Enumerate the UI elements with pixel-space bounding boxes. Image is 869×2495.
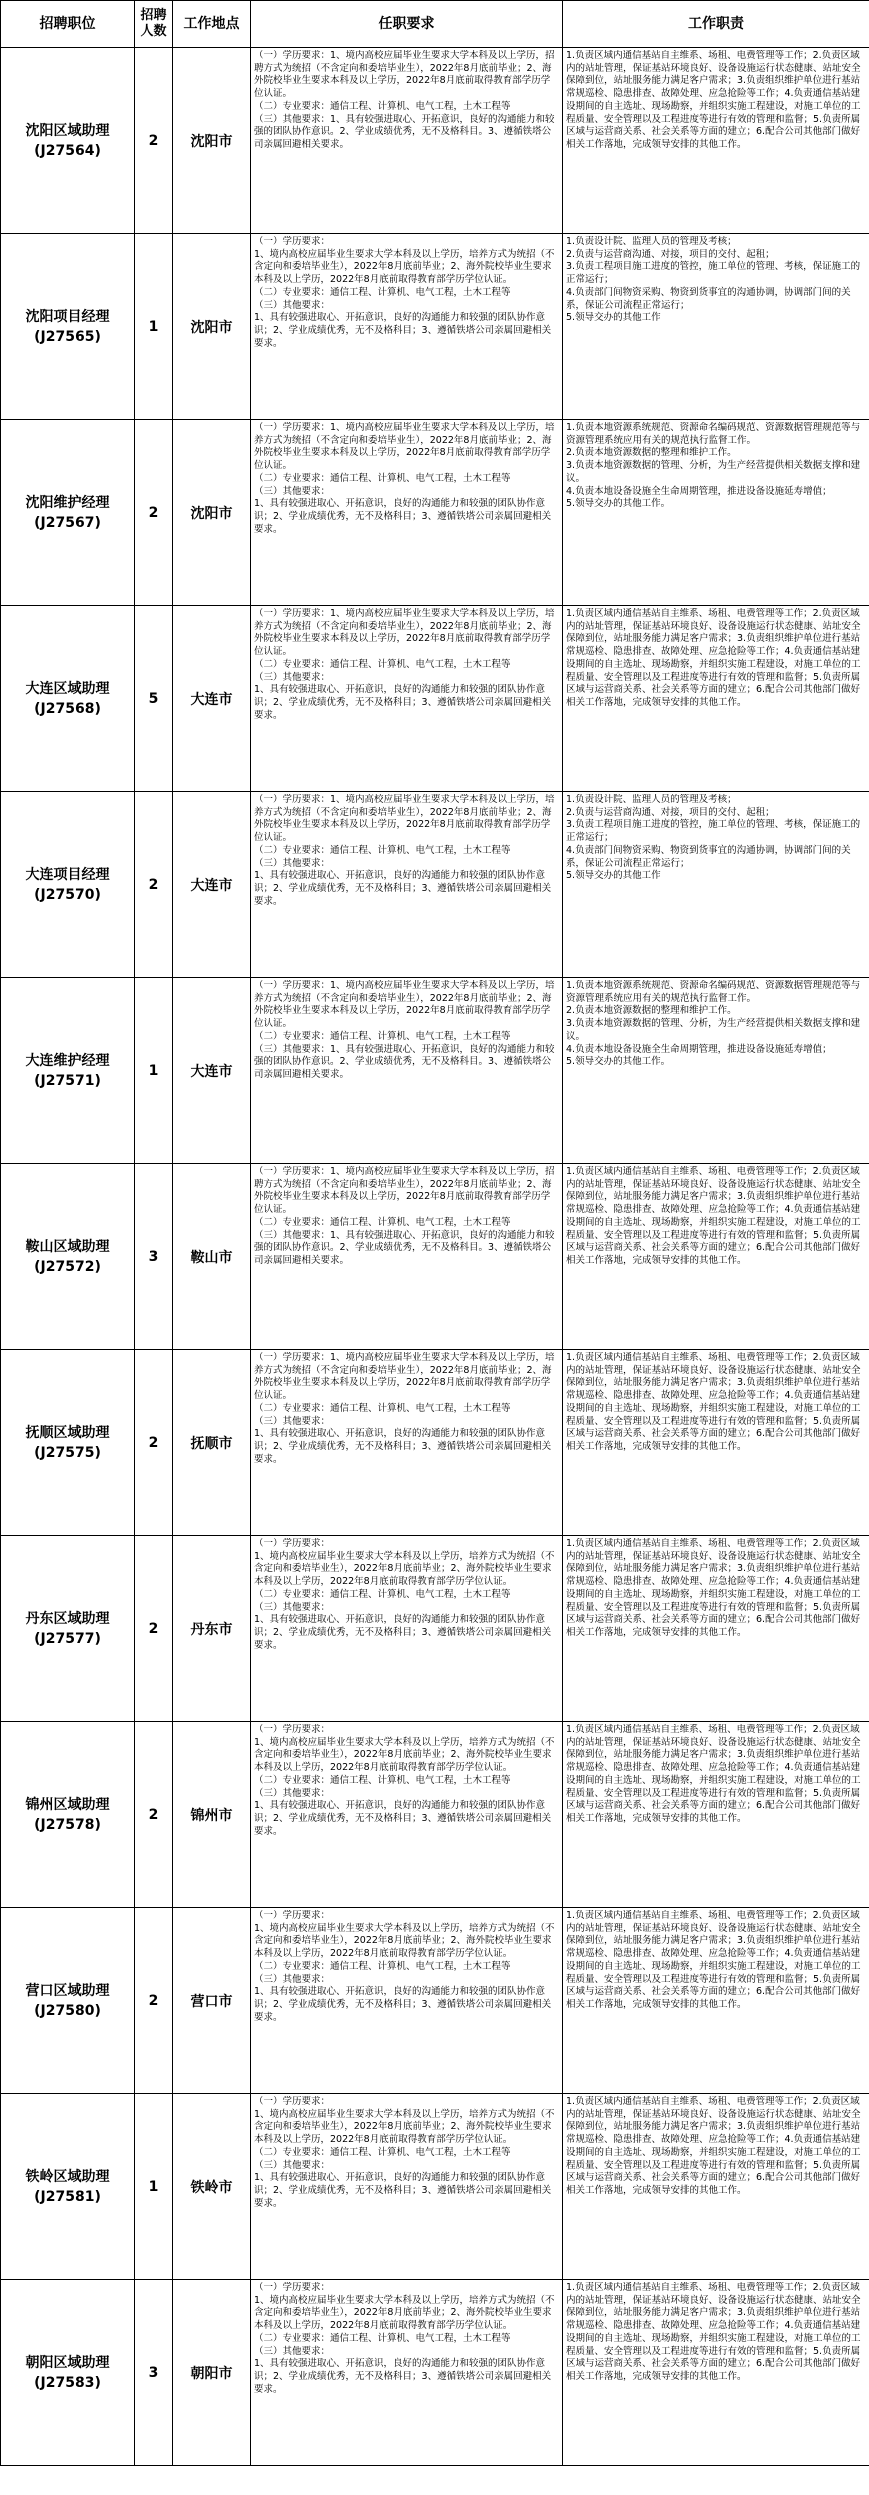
requirements-text: （一）学历要求：1、境内高校应届毕业生要求大学本科及以上学历，培养方式为统招（不含定向和委培毕业生），2022年8月底前毕业；2、海外院校毕业生要求本科及以上学历，2022年8月底前取得教育部学历学位认证。 （二）专业要求：通信工程、计算机、电气工程，土木工程等 （三）其他要求： 1、具有较强进取心、开拓意识，良好的沟通能力和较强的团队协作意识；2、学业成绩优秀，无不及格科目；3、遵循铁塔公司亲属回避相关要求。 xyxy=(254,794,555,907)
position-name: 丹东区域助理 xyxy=(25,1610,110,1627)
duties-text: 1.负责区域内通信基站自主维系、场租、电费管理等工作；2.负责区域内的站址管理，保证基站环境良好、设备设施运行状态健康、站址安全保障到位，站址服务能力满足客户需求；3.负责组织维护单位进行基站常规巡检、隐患排查、故障处理、应急抢险等工作；4.负责通信基站建设期间的自主选址、现场勘察，并组织实施工程建设，对施工单位的工程质量、安全管理以及工程进度等进行有效的管理和监督；5.负责所属区域与运营商关系、社会关系等方面的建立；6.配合公司其他部门做好相关工作落地，完成领导安排的其他工作。 xyxy=(566,1538,861,1638)
headcount-cell: 2 xyxy=(135,792,173,978)
header-requirements: 任职要求 xyxy=(251,1,563,48)
duties-cell xyxy=(563,48,869,234)
table-row xyxy=(1,978,869,1164)
duties-cell xyxy=(563,1722,869,1908)
header-duties: 工作职责 xyxy=(563,1,869,48)
position-cell xyxy=(1,1350,135,1536)
requirements-text: （一）学历要求： 1、境内高校应届毕业生要求大学本科及以上学历，培养方式为统招（不含定向和委培毕业生），2022年8月底前毕业；2、海外院校毕业生要求本科及以上学历，2022年8月底前取得教育部学历学位认证。 （二）专业要求：通信工程、计算机、电气工程，土木工程等 （三）其他要求： 1、具有较强进取心、开拓意识，良好的沟通能力和较强的团队协作意识；2、学业成绩优秀，无不及格科目；3、遵循铁塔公司亲属回避相关要求。 xyxy=(254,1910,555,2023)
table-row xyxy=(1,1722,869,1908)
duties-text: 1.负责设计院、监理人员的管理及考核； 2.负责与运营商沟通、对接，项目的交付、起租； 3.负责工程项目施工进度的管控，施工单位的管理、考核，保证施工的正常运行； 4.负责部门间物资采购、物资到货事宜的沟通协调，协调部门间的关系，保证公司流程正常运行； 5.领导交办的其他工作 xyxy=(566,794,861,882)
requirements-text: （一）学历要求：1、境内高校应届毕业生要求大学本科及以上学历，招聘方式为统招（不含定向和委培毕业生），2022年8月底前毕业；2、海外院校毕业生要求本科及以上学历，2022年8月底前取得教育部学历学位认证。 （二）专业要求：通信工程、计算机、电气工程，土木工程等 （三）其他要求：1、具有较强进取心、开拓意识，良好的沟通能力和较强的团队协作意识。2、学业成绩优秀，无不及格科目。3、遵循铁塔公司亲属回避相关要求。 xyxy=(254,50,555,150)
position-code: (J27581) xyxy=(34,2188,101,2205)
table-row xyxy=(1,234,869,420)
requirements-cell xyxy=(251,792,563,978)
requirements-cell xyxy=(251,1722,563,1908)
headcount-cell: 2 xyxy=(135,420,173,606)
requirements-cell xyxy=(251,2280,563,2466)
table-row xyxy=(1,2094,869,2280)
duties-cell xyxy=(563,2280,869,2466)
location-cell: 大连市 xyxy=(173,792,251,978)
duties-text: 1.负责区域内通信基站自主维系、场租、电费管理等工作；2.负责区域内的站址管理，保证基站环境良好、设备设施运行状态健康、站址安全保障到位，站址服务能力满足客户需求；3.负责组织维护单位进行基站常规巡检、隐患排查、故障处理、应急抢险等工作；4.负责通信基站建设期间的自主选址、现场勘察，并组织实施工程建设，对施工单位的工程质量、安全管理以及工程进度等进行有效的管理和监督；5.负责所属区域与运营商关系、社会关系等方面的建立；6.配合公司其他部门做好相关工作落地，完成领导安排的其他工作。 xyxy=(566,608,861,708)
duties-text: 1.负责设计院、监理人员的管理及考核； 2.负责与运营商沟通、对接，项目的交付、起租； 3.负责工程项目施工进度的管控，施工单位的管理、考核，保证施工的正常运行； 4.负责部门间物资采购、物资到货事宜的沟通协调，协调部门间的关系，保证公司流程正常运行； 5.领导交办的其他工作 xyxy=(566,236,861,324)
position-code: (J27578) xyxy=(34,1816,101,1833)
headcount-cell: 2 xyxy=(135,1908,173,2094)
duties-cell xyxy=(563,2094,869,2280)
duties-cell xyxy=(563,1350,869,1536)
position-name: 营口区域助理 xyxy=(25,1982,110,1999)
position-cell xyxy=(1,1722,135,1908)
table-row xyxy=(1,420,869,606)
location-cell: 锦州市 xyxy=(173,1722,251,1908)
location-cell: 丹东市 xyxy=(173,1536,251,1722)
headcount-cell: 1 xyxy=(135,978,173,1164)
duties-cell xyxy=(563,978,869,1164)
duties-cell xyxy=(563,1908,869,2094)
duties-cell xyxy=(563,1164,869,1350)
position-cell xyxy=(1,2094,135,2280)
requirements-text: （一）学历要求： 1、境内高校应届毕业生要求大学本科及以上学历，培养方式为统招（不含定向和委培毕业生），2022年8月底前毕业；2、海外院校毕业生要求本科及以上学历，2022年8月底前取得教育部学历学位认证。 （二）专业要求：通信工程、计算机、电气工程，土木工程等 （三）其他要求： 1、具有较强进取心、开拓意识，良好的沟通能力和较强的团队协作意识；2、学业成绩优秀，无不及格科目；3、遵循铁塔公司亲属回避相关要求。 xyxy=(254,1724,555,1837)
requirements-cell xyxy=(251,2094,563,2280)
requirements-text: （一）学历要求： 1、境内高校应届毕业生要求大学本科及以上学历，培养方式为统招（不含定向和委培毕业生），2022年8月底前毕业；2、海外院校毕业生要求本科及以上学历，2022年8月底前取得教育部学历学位认证。 （二）专业要求：通信工程、计算机、电气工程，土木工程等 （三）其他要求： 1、具有较强进取心、开拓意识，良好的沟通能力和较强的团队协作意识；2、学业成绩优秀，无不及格科目；3、遵循铁塔公司亲属回避相关要求。 xyxy=(254,2282,555,2395)
position-code: (J27567) xyxy=(34,514,101,531)
duties-text: 1.负责区域内通信基站自主维系、场租、电费管理等工作；2.负责区域内的站址管理，保证基站环境良好、设备设施运行状态健康、站址安全保障到位，站址服务能力满足客户需求；3.负责组织维护单位进行基站常规巡检、隐患排查、故障处理、应急抢险等工作；4.负责通信基站建设期间的自主选址、现场勘察，并组织实施工程建设，对施工单位的工程质量、安全管理以及工程进度等进行有效的管理和监督；5.负责所属区域与运营商关系、社会关系等方面的建立；6.配合公司其他部门做好相关工作落地，完成领导安排的其他工作。 xyxy=(566,1352,861,1452)
requirements-text: （一）学历要求： 1、境内高校应届毕业生要求大学本科及以上学历，培养方式为统招（不含定向和委培毕业生），2022年8月底前毕业；2、海外院校毕业生要求本科及以上学历，2022年8月底前取得教育部学历学位认证。 （二）专业要求：通信工程、计算机、电气工程，土木工程等 （三）其他要求： 1、具有较强进取心、开拓意识，良好的沟通能力和较强的团队协作意识；2、学业成绩优秀，无不及格科目；3、遵循铁塔公司亲属回避相关要求。 xyxy=(254,1538,555,1651)
duties-text: 1.负责区域内通信基站自主维系、场租、电费管理等工作；2.负责区域内的站址管理，保证基站环境良好、设备设施运行状态健康、站址安全保障到位，站址服务能力满足客户需求；3.负责组织维护单位进行基站常规巡检、隐患排查、故障处理、应急抢险等工作；4.负责通信基站建设期间的自主选址、现场勘察，并组织实施工程建设，对施工单位的工程质量、安全管理以及工程进度等进行有效的管理和监督；5.负责所属区域与运营商关系、社会关系等方面的建立；6.配合公司其他部门做好相关工作落地，完成领导安排的其他工作。 xyxy=(566,1724,861,1824)
position-code: (J27583) xyxy=(34,2374,101,2391)
position-name: 大连区域助理 xyxy=(25,680,110,697)
headcount-cell: 2 xyxy=(135,1350,173,1536)
position-code: (J27577) xyxy=(34,1630,101,1647)
headcount-cell: 2 xyxy=(135,1536,173,1722)
header-count xyxy=(135,1,173,48)
location-cell: 沈阳市 xyxy=(173,234,251,420)
position-cell xyxy=(1,792,135,978)
duties-cell xyxy=(563,234,869,420)
position-name: 抚顺区域助理 xyxy=(25,1424,110,1441)
position-name: 铁岭区域助理 xyxy=(25,2168,110,2185)
table-row xyxy=(1,2280,869,2466)
table-row xyxy=(1,792,869,978)
table-row xyxy=(1,1536,869,1722)
location-cell: 抚顺市 xyxy=(173,1350,251,1536)
headcount-cell: 3 xyxy=(135,2280,173,2466)
requirements-cell xyxy=(251,606,563,792)
headcount-cell: 1 xyxy=(135,2094,173,2280)
position-cell xyxy=(1,2280,135,2466)
requirements-text: （一）学历要求：1、境内高校应届毕业生要求大学本科及以上学历，培养方式为统招（不含定向和委培毕业生），2022年8月底前毕业；2、海外院校毕业生要求本科及以上学历，2022年8月底前取得教育部学历学位认证。 （二）专业要求：通信工程、计算机、电气工程，土木工程等 （三）其他要求： 1、具有较强进取心、开拓意识，良好的沟通能力和较强的团队协作意识；2、学业成绩优秀，无不及格科目；3、遵循铁塔公司亲属回避相关要求。 xyxy=(254,422,555,535)
position-cell xyxy=(1,1536,135,1722)
position-name: 沈阳维护经理 xyxy=(25,494,110,511)
position-cell xyxy=(1,606,135,792)
position-code: (J27568) xyxy=(34,700,101,717)
duties-cell xyxy=(563,606,869,792)
requirements-cell xyxy=(251,1908,563,2094)
requirements-text: （一）学历要求： 1、境内高校应届毕业生要求大学本科及以上学历，培养方式为统招（不含定向和委培毕业生），2022年8月底前毕业；2、海外院校毕业生要求本科及以上学历，2022年8月底前取得教育部学历学位认证。 （二）专业要求：通信工程、计算机、电气工程，土木工程等 （三）其他要求： 1、具有较强进取心、开拓意识，良好的沟通能力和较强的团队协作意识；2、学业成绩优秀，无不及格科目；3、遵循铁塔公司亲属回避相关要求。 xyxy=(254,2096,555,2209)
position-name: 锦州区域助理 xyxy=(25,1796,110,1813)
header-position: 招聘职位 xyxy=(1,1,135,48)
position-code: (J27565) xyxy=(34,328,101,345)
table-row xyxy=(1,1908,869,2094)
duties-text: 1.负责本地资源系统规范、资源命名编码规范、资源数据管理规范等与资源管理系统应用有关的规范执行监督工作。 2.负责本地资源数据的整理和维护工作。 3.负责本地资源数据的管理、分析，为生产经营提供相关数据支撑和建议。 4.负责本地设备设施全生命周期管理，推进设备设施延寿增值； 5.领导交办的其他工作。 xyxy=(566,980,861,1068)
table-row xyxy=(1,1164,869,1350)
requirements-cell xyxy=(251,1536,563,1722)
duties-text: 1.负责区域内通信基站自主维系、场租、电费管理等工作；2.负责区域内的站址管理，保证基站环境良好、设备设施运行状态健康、站址安全保障到位，站址服务能力满足客户需求；3.负责组织维护单位进行基站常规巡检、隐患排查、故障处理、应急抢险等工作；4.负责通信基站建设期间的自主选址、现场勘察，并组织实施工程建设，对施工单位的工程质量、安全管理以及工程进度等进行有效的管理和监督；5.负责所属区域与运营商关系、社会关系等方面的建立；6.配合公司其他部门做好相关工作落地，完成领导安排的其他工作。 xyxy=(566,1910,861,2010)
position-name: 沈阳项目经理 xyxy=(25,308,110,325)
position-name: 沈阳区域助理 xyxy=(25,122,110,139)
duties-text: 1.负责区域内通信基站自主维系、场租、电费管理等工作；2.负责区域内的站址管理，保证基站环境良好、设备设施运行状态健康、站址安全保障到位，站址服务能力满足客户需求；3.负责组织维护单位进行基站常规巡检、隐患排查、故障处理、应急抢险等工作；4.负责通信基站建设期间的自主选址、现场勘察，并组织实施工程建设，对施工单位的工程质量、安全管理以及工程进度等进行有效的管理和监督；5.负责所属区域与运营商关系、社会关系等方面的建立；6.配合公司其他部门做好相关工作落地，完成领导安排的其他工作。 xyxy=(566,50,861,150)
position-name: 鞍山区域助理 xyxy=(25,1238,110,1255)
duties-text: 1.负责区域内通信基站自主维系、场租、电费管理等工作；2.负责区域内的站址管理，保证基站环境良好、设备设施运行状态健康、站址安全保障到位，站址服务能力满足客户需求；3.负责组织维护单位进行基站常规巡检、隐患排查、故障处理、应急抢险等工作；4.负责通信基站建设期间的自主选址、现场勘察，并组织实施工程建设，对施工单位的工程质量、安全管理以及工程进度等进行有效的管理和监督；5.负责所属区域与运营商关系、社会关系等方面的建立；6.配合公司其他部门做好相关工作落地，完成领导安排的其他工作。 xyxy=(566,2282,861,2382)
position-code: (J27575) xyxy=(34,1444,101,1461)
location-cell: 沈阳市 xyxy=(173,420,251,606)
headcount-cell: 5 xyxy=(135,606,173,792)
position-code: (J27572) xyxy=(34,1258,101,1275)
position-code: (J27580) xyxy=(34,2002,101,2019)
duties-text: 1.负责区域内通信基站自主维系、场租、电费管理等工作；2.负责区域内的站址管理，保证基站环境良好、设备设施运行状态健康、站址安全保障到位，站址服务能力满足客户需求；3.负责组织维护单位进行基站常规巡检、隐患排查、故障处理、应急抢险等工作；4.负责通信基站建设期间的自主选址、现场勘察，并组织实施工程建设，对施工单位的工程质量、安全管理以及工程进度等进行有效的管理和监督；5.负责所属区域与运营商关系、社会关系等方面的建立；6.配合公司其他部门做好相关工作落地，完成领导安排的其他工作。 xyxy=(566,2096,861,2196)
location-cell: 大连市 xyxy=(173,606,251,792)
requirements-cell xyxy=(251,978,563,1164)
position-cell xyxy=(1,48,135,234)
location-cell: 沈阳市 xyxy=(173,48,251,234)
requirements-text: （一）学历要求：1、境内高校应届毕业生要求大学本科及以上学历，培养方式为统招（不含定向和委培毕业生），2022年8月底前毕业；2、海外院校毕业生要求本科及以上学历，2022年8月底前取得教育部学历学位认证。 （二）专业要求：通信工程、计算机、电气工程，土木工程等 （三）其他要求： 1、具有较强进取心、开拓意识，良好的沟通能力和较强的团队协作意识；2、学业成绩优秀，无不及格科目；3、遵循铁塔公司亲属回避相关要求。 xyxy=(254,608,555,721)
requirements-cell xyxy=(251,1164,563,1350)
requirements-text: （一）学历要求：1、境内高校应届毕业生要求大学本科及以上学历，培养方式为统招（不含定向和委培毕业生），2022年8月底前毕业；2、海外院校毕业生要求本科及以上学历，2022年8月底前取得教育部学历学位认证。 （二）专业要求：通信工程、计算机、电气工程，土木工程等 （三）其他要求： 1、具有较强进取心、开拓意识，良好的沟通能力和较强的团队协作意识；2、学业成绩优秀，无不及格科目；3、遵循铁塔公司亲属回避相关要求。 xyxy=(254,1352,555,1465)
location-cell: 鞍山市 xyxy=(173,1164,251,1350)
location-cell: 朝阳市 xyxy=(173,2280,251,2466)
duties-text: 1.负责区域内通信基站自主维系、场租、电费管理等工作；2.负责区域内的站址管理，保证基站环境良好、设备设施运行状态健康、站址安全保障到位，站址服务能力满足客户需求；3.负责组织维护单位进行基站常规巡检、隐患排查、故障处理、应急抢险等工作；4.负责通信基站建设期间的自主选址、现场勘察，并组织实施工程建设，对施工单位的工程质量、安全管理以及工程进度等进行有效的管理和监督；5.负责所属区域与运营商关系、社会关系等方面的建立；6.配合公司其他部门做好相关工作落地，完成领导安排的其他工作。 xyxy=(566,1166,861,1266)
position-name: 大连项目经理 xyxy=(25,866,110,883)
position-name: 大连维护经理 xyxy=(25,1052,110,1069)
requirements-text: （一）学历要求：1、境内高校应届毕业生要求大学本科及以上学历，招聘方式为统招（不含定向和委培毕业生），2022年8月底前毕业；2、海外院校毕业生要求本科及以上学历，2022年8月底前取得教育部学历学位认证。 （二）专业要求：通信工程、计算机、电气工程，土木工程等 （三）其他要求：1、具有较强进取心、开拓意识，良好的沟通能力和较强的团队协作意识。2、学业成绩优秀，无不及格科目。3、遵循铁塔公司亲属回避相关要求。 xyxy=(254,1166,555,1266)
requirements-text: （一）学历要求： 1、境内高校应届毕业生要求大学本科及以上学历，培养方式为统招（不含定向和委培毕业生），2022年8月底前毕业；2、海外院校毕业生要求本科及以上学历，2022年8月底前取得教育部学历学位认证。 （二）专业要求：通信工程、计算机、电气工程，土木工程等 （三）其他要求： 1、具有较强进取心、开拓意识，良好的沟通能力和较强的团队协作意识；2、学业成绩优秀，无不及格科目；3、遵循铁塔公司亲属回避相关要求。 xyxy=(254,236,555,349)
duties-cell xyxy=(563,1536,869,1722)
requirements-cell xyxy=(251,48,563,234)
duties-cell xyxy=(563,792,869,978)
position-cell xyxy=(1,978,135,1164)
headcount-cell: 2 xyxy=(135,1722,173,1908)
location-cell: 营口市 xyxy=(173,1908,251,2094)
requirements-cell xyxy=(251,1350,563,1536)
requirements-text: （一）学历要求：1、境内高校应届毕业生要求大学本科及以上学历，培养方式为统招（不含定向和委培毕业生），2022年8月底前毕业；2、海外院校毕业生要求本科及以上学历，2022年8月底前取得教育部学历学位认证。 （二）专业要求：通信工程、计算机、电气工程，土木工程等 （三）其他要求：1、具有较强进取心、开拓意识，良好的沟通能力和较强的团队协作意识。2、学业成绩优秀，无不及格科目。3、遵循铁塔公司亲属回避相关要求。 xyxy=(254,980,555,1080)
position-code: (J27570) xyxy=(34,886,101,903)
table-row xyxy=(1,48,869,234)
duties-text: 1.负责本地资源系统规范、资源命名编码规范、资源数据管理规范等与资源管理系统应用有关的规范执行监督工作。 2.负责本地资源数据的整理和维护工作。 3.负责本地资源数据的管理、分析，为生产经营提供相关数据支撑和建议。 4.负责本地设备设施全生命周期管理，推进设备设施延寿增值； 5.领导交办的其他工作。 xyxy=(566,422,861,510)
duties-cell xyxy=(563,420,869,606)
location-cell: 铁岭市 xyxy=(173,2094,251,2280)
requirements-cell xyxy=(251,234,563,420)
table-row xyxy=(1,606,869,792)
table-body xyxy=(1,48,869,2466)
position-code: (J27564) xyxy=(34,142,101,159)
requirements-cell xyxy=(251,420,563,606)
position-name: 朝阳区域助理 xyxy=(25,2354,110,2371)
position-cell xyxy=(1,234,135,420)
position-cell xyxy=(1,420,135,606)
headcount-cell: 1 xyxy=(135,234,173,420)
location-cell: 大连市 xyxy=(173,978,251,1164)
table-row xyxy=(1,1350,869,1536)
table-header-row xyxy=(1,1,869,48)
position-cell xyxy=(1,1164,135,1350)
position-code: (J27571) xyxy=(34,1072,101,1089)
headcount-cell: 3 xyxy=(135,1164,173,1350)
header-count-label: 招聘 人数 xyxy=(140,8,167,39)
position-cell xyxy=(1,1908,135,2094)
header-location: 工作地点 xyxy=(173,1,251,48)
headcount-cell: 2 xyxy=(135,48,173,234)
